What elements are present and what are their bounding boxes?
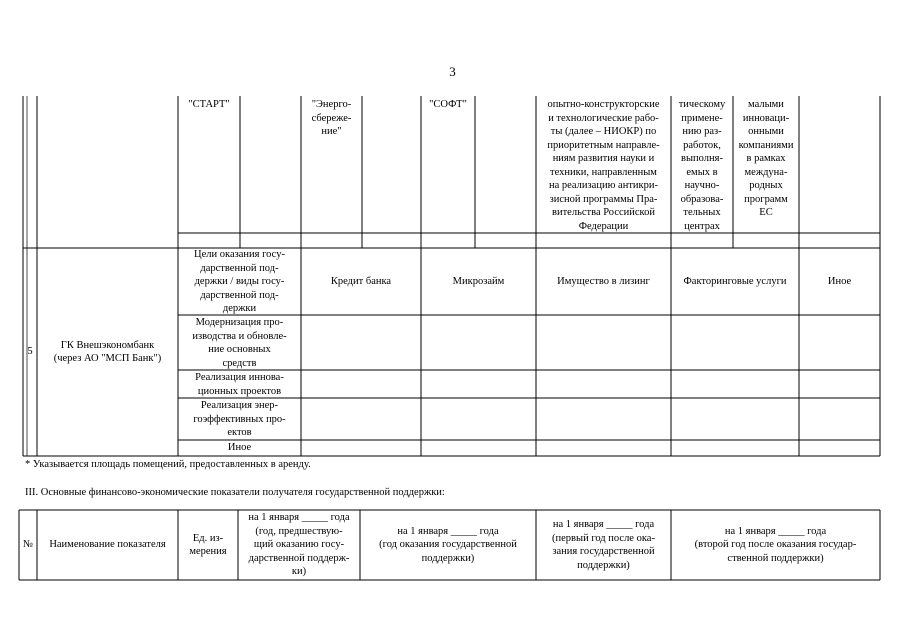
- page-number: 3: [449, 64, 456, 79]
- goal-innovation: Реализация иннова- ционных проектов: [195, 372, 284, 397]
- footnote: * Указывается площадь помещений, предоставленных в аренду.: [25, 459, 311, 470]
- column-microloan: Микрозайм: [452, 275, 505, 287]
- program-soft-cell: "СОФТ": [429, 99, 467, 110]
- header-period-support-year: на 1 января _____ года (год оказания государственной поддержки): [379, 525, 517, 564]
- research-centers-cell: тическому примене- нию раз- работок, выполня- емых в научно- образова- тельных центрах: [678, 99, 726, 232]
- header-period-second-year-after: на 1 января _____ года (второй год после оказания государ- ственной поддержки): [694, 525, 857, 564]
- row-number: 5: [27, 346, 33, 358]
- niokr-description-cell: опытно-конструкторские и технологические рабо- ты (далее – НИОКР) по приоритетным направле- ниям развития науки и техники, направленным на реализацию антикри- зисной программы Пра- вительства Российской Федерации: [547, 99, 660, 232]
- program-energy-saving-cell: "Энерго- сбереже- ние": [311, 99, 352, 137]
- header-period-first-year-after: на 1 января _____ года (первый год после ока- зания государственной поддержки): [552, 519, 655, 571]
- section-title: III. Основные финансово-экономические показатели получателя государственной поддержки:: [25, 487, 445, 498]
- header-indicator-name: Наименование показателя: [49, 539, 166, 551]
- goal-modernization: Модернизация про- изводства и обновле- ние основных средств: [192, 317, 287, 369]
- column-other: Иное: [827, 275, 852, 287]
- header-unit: Ед. из- мерения: [189, 532, 227, 557]
- column-bank-credit: Кредит банка: [330, 275, 392, 287]
- header-period-prior-year: на 1 января _____ года (год, предшествую- щий оказанию госу- дарственной поддерж- ки): [248, 512, 350, 577]
- goal-other: Иное: [227, 442, 252, 453]
- header-number: №: [22, 539, 34, 551]
- column-factoring: Факторинговые услуги: [683, 275, 787, 287]
- goal-energy-efficiency: Реализация энер- гоэффективных про- ектов: [193, 400, 286, 438]
- program-start-cell: "СТАРТ": [188, 99, 230, 110]
- organization-name: ГК Внешэкономбанк (через АО "МСП Банк"): [53, 339, 162, 364]
- eu-programs-cell: малыми инноваци- онными компаниями в рамках междуна- родных программ ЕС: [738, 99, 794, 218]
- column-leasing: Имущество в лизинг: [557, 275, 650, 287]
- support-goals-header: Цели оказания госу- дарственной под- держки / виды госу- дарственной под- держки: [194, 249, 285, 314]
